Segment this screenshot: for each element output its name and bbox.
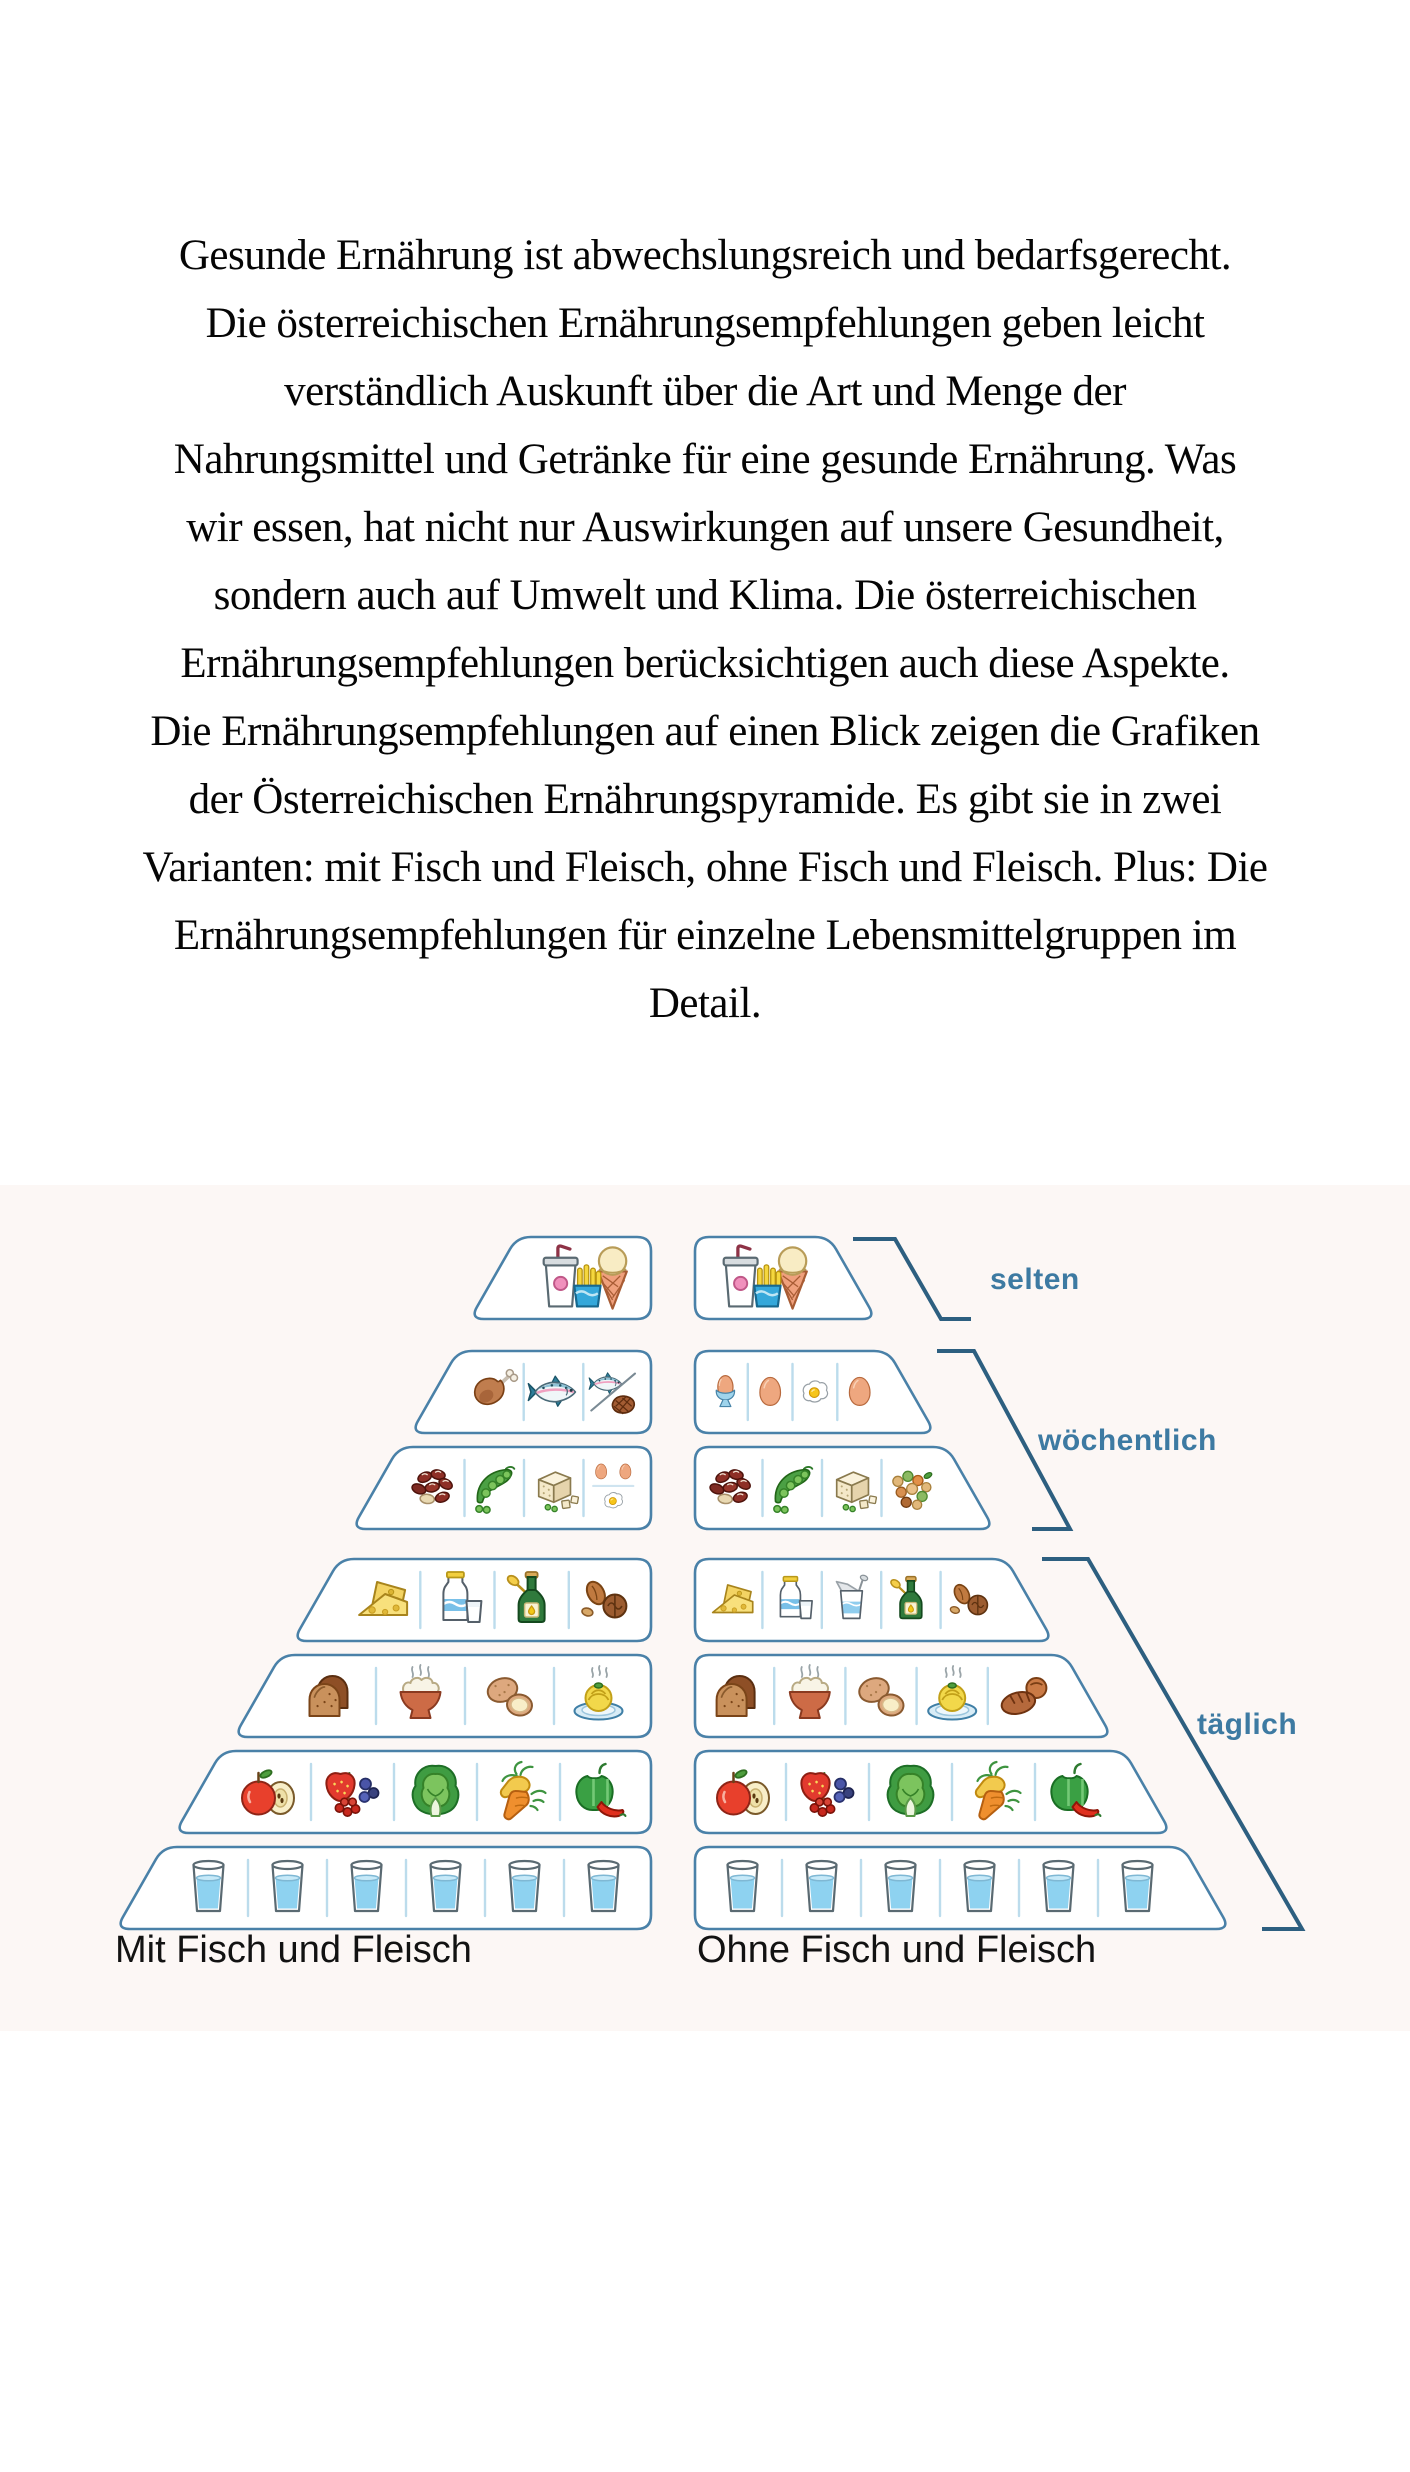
food-pyramid-figure [0,1185,1410,2031]
water-glass-icon [886,1861,916,1911]
intro-line: Varianten: mit Fisch und Fleisch, ohne Fisch und Fleisch. Plus: Die [142,844,1268,891]
frequency-label-1: selten [990,1263,1080,1296]
water-glass-icon [510,1861,540,1911]
intro-line: Die Ernährungsempfehlungen auf einen Blick zeigen die Grafiken [150,708,1260,755]
water-glass-icon [431,1861,461,1911]
frequency-bracket-1 [853,1239,971,1319]
lettuce-icon [888,1766,934,1816]
intro-line: wir essen, hat nicht nur Auswirkungen auf unsere Gesundheit, [186,504,1224,551]
water-glass-icon [273,1861,303,1911]
caption-left: Mit Fisch und Fleisch [115,1929,472,1971]
intro-line: sondern auch auf Umwelt und Klima. Die österreichischen [213,572,1197,619]
page [0,222,1410,2031]
water-glass-icon [965,1861,995,1911]
intro-line: verständlich Auskunft über die Art und Menge der [284,368,1126,415]
egg-icon [760,1377,781,1405]
water-glass-icon [589,1861,619,1911]
intro-line: Die österreichischen Ernährungsempfehlungen geben leicht [205,300,1205,347]
intro-line: Gesunde Ernährung ist abwechslungsreich und bedarfsgerecht. [178,232,1232,279]
frequency-label-3: täglich [1197,1708,1298,1741]
water-glass-icon [1044,1861,1074,1911]
caption-right: Ohne Fisch und Fleisch [697,1929,1097,1971]
water-glass-icon [807,1861,837,1911]
intro-line: Nahrungsmittel und Getränke für eine gesunde Ernährung. Was [173,436,1237,483]
intro-paragraph [0,222,1410,1038]
intro-line: Detail. [648,980,762,1027]
intro-line: der Österreichischen Ernährungspyramide. Es gibt sie in zwei [188,776,1222,823]
lettuce-icon [413,1766,459,1816]
water-glass-icon [352,1861,382,1911]
intro-line: Ernährungsempfehlungen berücksichtigen auch diese Aspekte. [180,640,1230,687]
pyramid-graphic [0,1225,1410,1995]
water-glass-icon [194,1861,224,1911]
egg-icon [849,1377,870,1405]
intro-line: Ernährungsempfehlungen für einzelne Lebensmittelgruppen im [173,912,1237,959]
pyramid-tier-left-3 [357,1447,651,1529]
pyramid-tier-right-5 [695,1655,1107,1737]
water-glass-icon [1123,1861,1153,1911]
water-glass-icon [728,1861,758,1911]
frequency-label-2: wöchentlich [1038,1424,1217,1457]
fried-egg-icon [803,1381,827,1402]
